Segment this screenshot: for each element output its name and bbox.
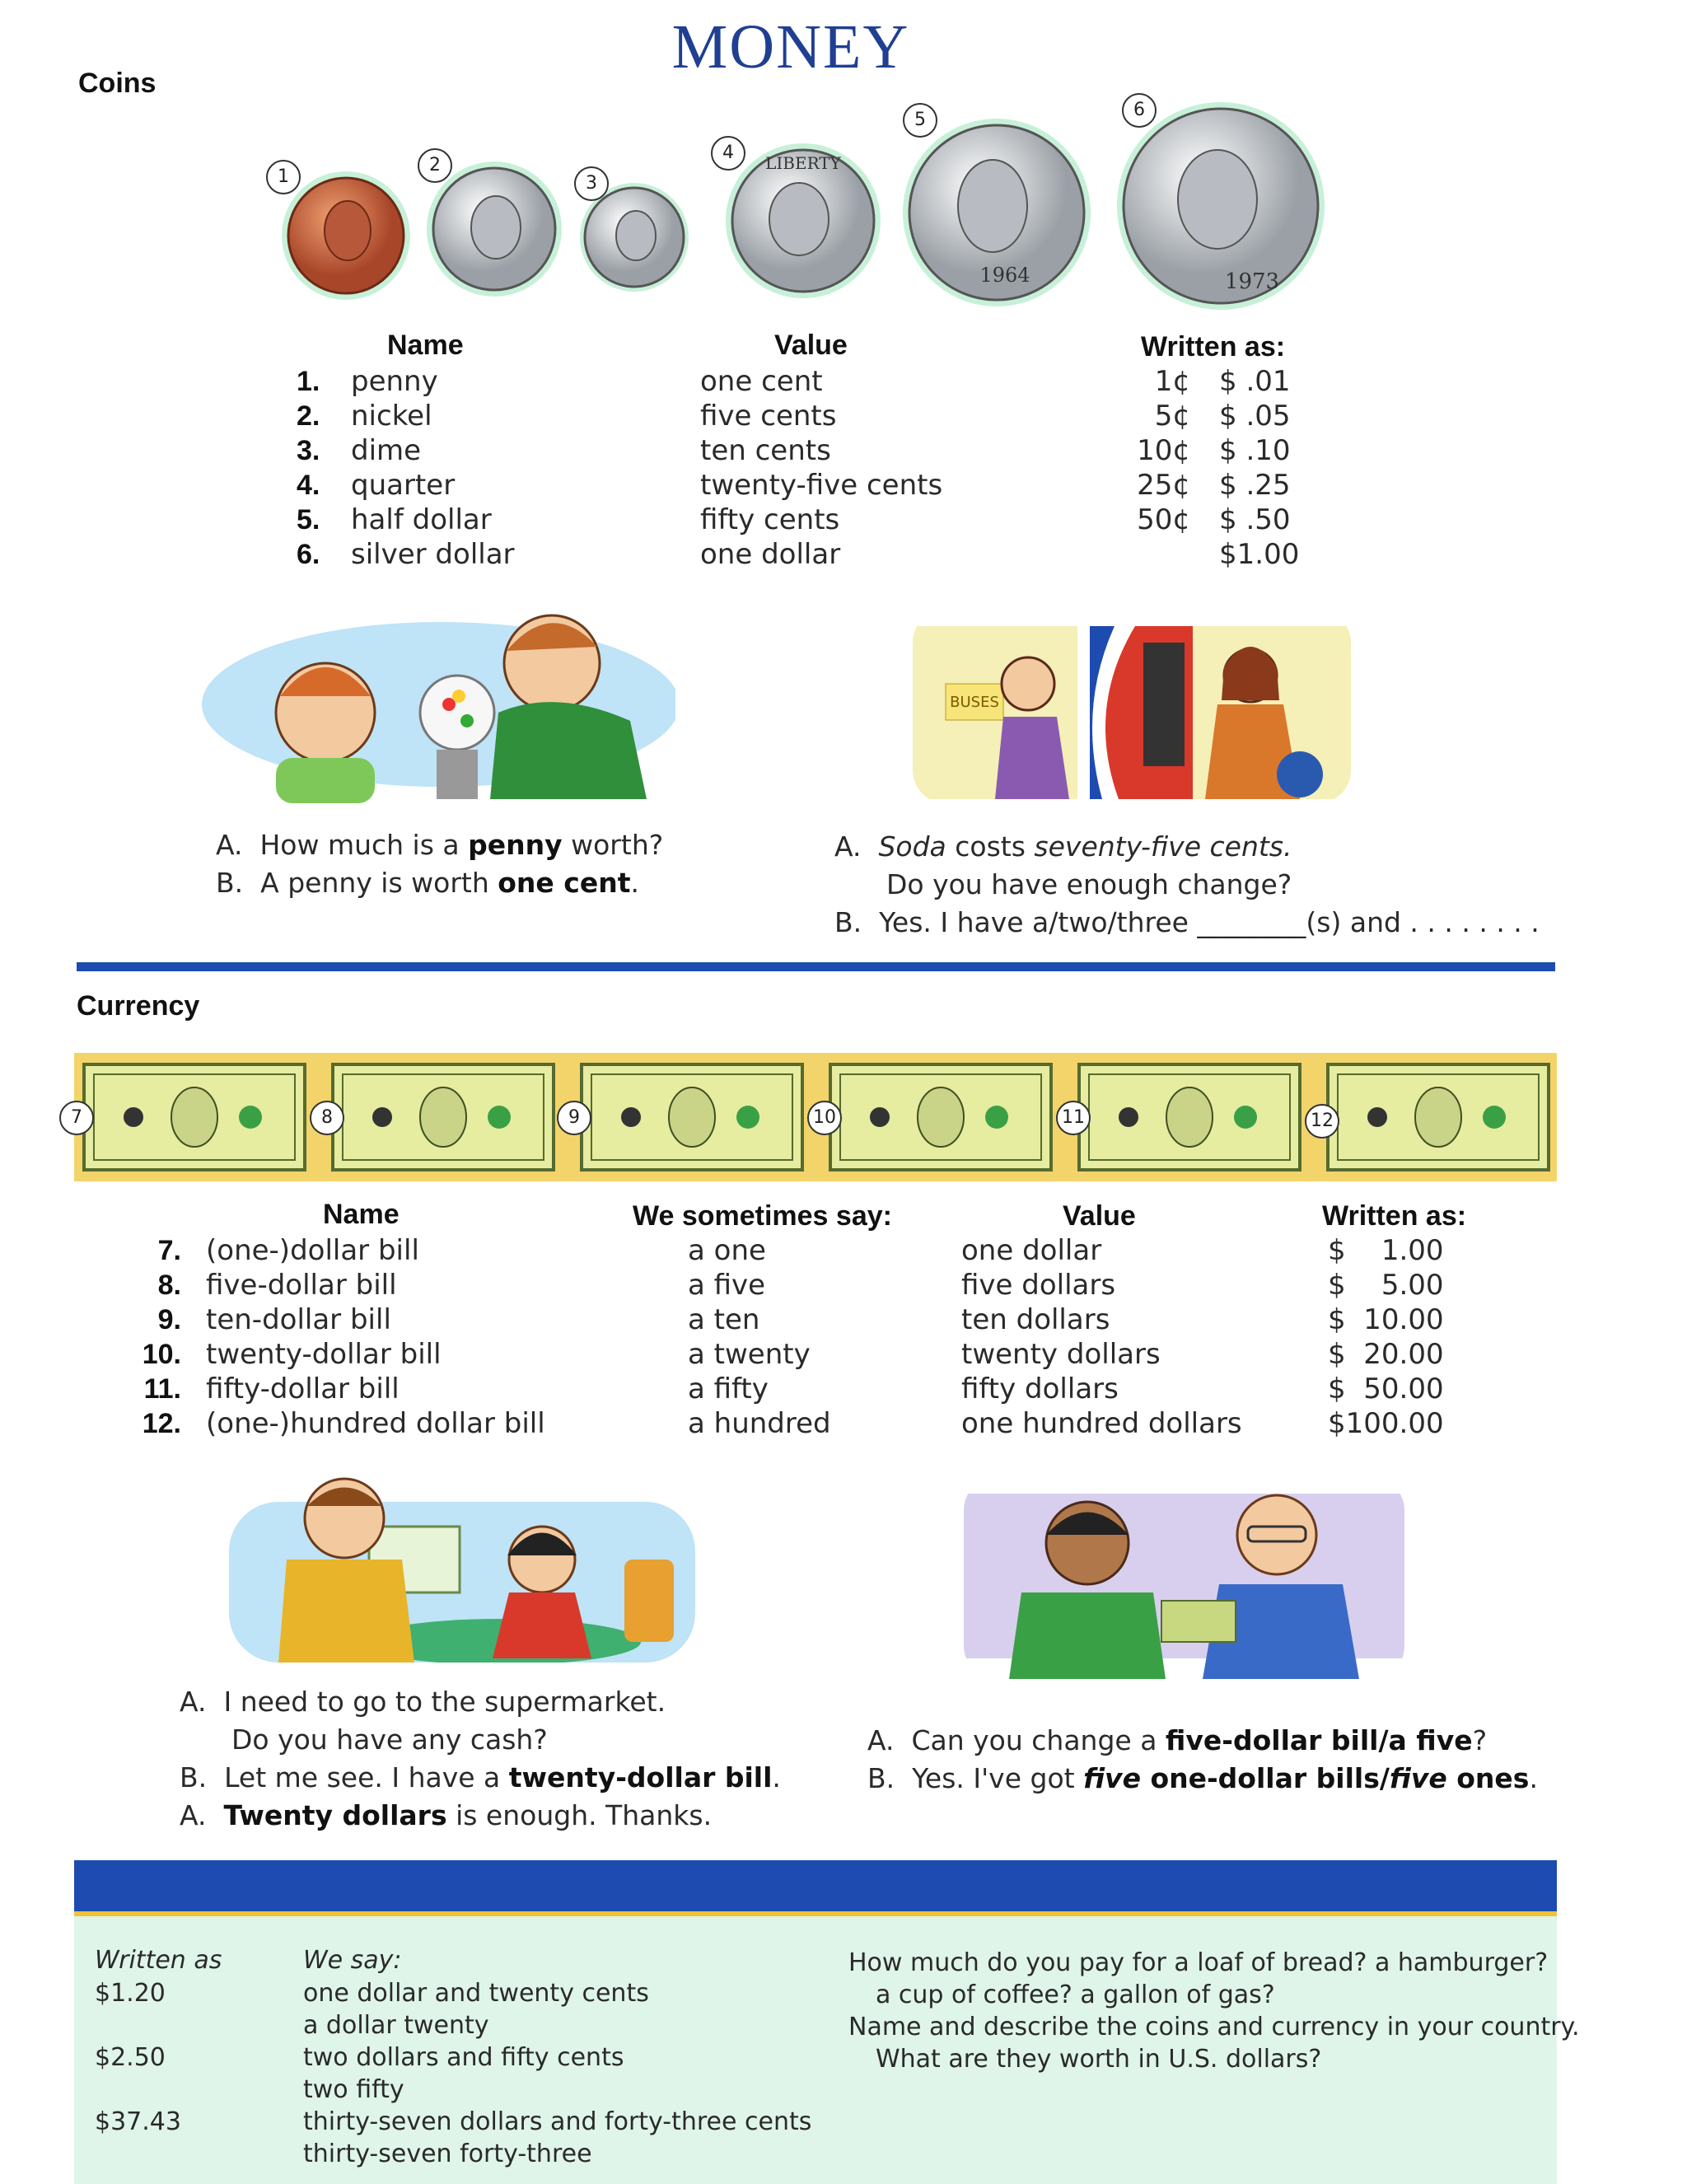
bottom-written-1: $1.20: [95, 1979, 166, 2008]
hundred-dollar-bill: [1328, 1064, 1549, 1170]
bill-value: ten dollars: [961, 1303, 1110, 1336]
coin-row-5: [297, 503, 492, 537]
speaker-label: A.: [867, 1724, 895, 1756]
coin-row-6: [297, 537, 515, 572]
dialog-text: How much is a: [259, 829, 469, 861]
coin-row-2: [297, 399, 432, 433]
bottom-question-1: How much do you pay for a loaf of bread? a hamburger?: [848, 1948, 1549, 1977]
bill-name: five-dollar bill: [206, 1269, 397, 1302]
quarter-coin: [726, 143, 881, 298]
bill-num: 7.: [157, 1235, 181, 1266]
dialog-line: [834, 828, 1540, 866]
bill-num: 12.: [142, 1408, 181, 1439]
coin-value: one cent: [700, 365, 823, 398]
currency-section-label: Currency: [77, 990, 200, 1022]
dialog-text: Yes. I've got: [912, 1762, 1084, 1794]
half-dollar-coin: [903, 119, 1091, 306]
dialog-bold: one cent: [498, 867, 631, 899]
bill-num: 9.: [157, 1304, 181, 1335]
bill-num: 8.: [157, 1270, 181, 1301]
coin-dollars-value: $1.00: [1219, 538, 1300, 571]
bill-marker-12: 12: [1305, 1104, 1339, 1139]
dialog-italic: seventy-five cents.: [1034, 830, 1292, 863]
speaker-label: B.: [180, 1761, 208, 1793]
bill-value: fifty dollars: [961, 1373, 1119, 1405]
currency-header-written: Written as:: [1322, 1200, 1467, 1232]
dialog-text: worth?: [562, 829, 664, 861]
bottom-say-1a: one dollar and twenty cents: [303, 1979, 649, 2008]
dialog-bold: ones: [1446, 1762, 1530, 1794]
bottom-written-header-text: Written as: [95, 1946, 222, 1975]
bill-name: (one-)hundred dollar bill: [206, 1407, 545, 1440]
dialog-line: Do you have any cash?: [231, 1723, 548, 1756]
bill-say: a twenty: [688, 1338, 811, 1371]
coin-name: half dollar: [351, 503, 492, 536]
dialog-bold: one-dollar bills/: [1140, 1762, 1390, 1794]
bill-say: a one: [688, 1234, 766, 1267]
dialog-line: [834, 904, 1540, 942]
bill-marker-9: 9: [557, 1101, 591, 1135]
gumball-machine-illustration: [202, 589, 675, 807]
coin-value: twenty-five cents: [700, 469, 943, 502]
coin-marker-6: 6: [1122, 93, 1157, 128]
currency-dialog-right: [867, 1722, 1538, 1798]
quarter-inscription: LIBERTY: [765, 153, 841, 173]
currency-header-value: Value: [1063, 1200, 1136, 1232]
coin-cents-value: 25¢: [1137, 469, 1190, 502]
five-dollar-bill: [333, 1064, 554, 1170]
coin-num: 4.: [297, 470, 320, 501]
speaker-label: A.: [216, 829, 243, 861]
bill-value: one hundred dollars: [961, 1407, 1242, 1440]
coins-section-label: Coins: [78, 68, 157, 99]
coin-marker-1: 1: [266, 160, 301, 194]
speaker-label: A.: [834, 830, 862, 863]
speaker-label: A.: [180, 1799, 207, 1831]
currency-header-say: We sometimes say:: [633, 1200, 892, 1232]
bill-value: five dollars: [961, 1269, 1116, 1302]
coin-num: 2.: [297, 400, 320, 432]
coin-num: 1.: [297, 366, 320, 397]
coin-cents-value: 10¢: [1137, 434, 1190, 467]
coin-dollars-value: $ .50: [1219, 503, 1291, 536]
speaker-label: B.: [834, 906, 862, 938]
dialog-text: .: [772, 1761, 781, 1793]
bill-name: (one-)dollar bill: [206, 1234, 419, 1267]
coins-dialog-right: [834, 828, 1540, 942]
currency-dialog-left: [180, 1683, 781, 1835]
penny-coin: [282, 171, 410, 300]
bill-name: fifty-dollar bill: [206, 1373, 400, 1405]
dialog-bold-italic: five: [1389, 1762, 1447, 1794]
coin-value: five cents: [700, 400, 837, 433]
speaker-label: B.: [216, 867, 244, 899]
bottom-say-2a: two dollars and fifty cents: [303, 2043, 624, 2072]
coin-dollars-value: $ .25: [1219, 469, 1291, 502]
dialog-line: [216, 826, 663, 864]
coin-row-3: [297, 433, 422, 468]
bill-value: one dollar: [961, 1234, 1102, 1267]
bottom-question-1b: a cup of coffee? a gallon of gas?: [876, 1981, 1275, 2009]
coin-dollars-value: $ .01: [1219, 365, 1291, 398]
coin-num: 5.: [297, 504, 320, 535]
dialog-text: A penny is worth: [260, 867, 498, 899]
bottom-say-header: [303, 1944, 402, 1976]
coin-name: nickel: [351, 400, 432, 433]
twenty-dollar-bill: [830, 1064, 1051, 1170]
half-dollar-date: 1964: [979, 264, 1030, 287]
dialog-bold: twenty-dollar bill: [508, 1761, 773, 1793]
bill-say: a five: [688, 1269, 766, 1302]
dialog-text: Can you change a: [911, 1724, 1166, 1756]
bill-say: a ten: [688, 1303, 760, 1336]
silver-dollar-coin: [1117, 102, 1325, 310]
bill-num: 11.: [143, 1373, 181, 1405]
coin-name: penny: [351, 365, 438, 398]
coin-num: 3.: [297, 435, 320, 466]
coin-value: one dollar: [700, 538, 841, 571]
silver-dollar-date: 1973: [1224, 269, 1280, 294]
coins-illustration: [264, 91, 1359, 313]
coin-row-1: [297, 364, 438, 399]
vending-machine-illustration: [913, 610, 1351, 803]
coins-header-name: Name: [387, 330, 464, 361]
bottom-written-2: $2.50: [95, 2043, 166, 2072]
coin-row-4: [297, 468, 456, 503]
nickel-coin: [427, 161, 562, 297]
dialog-text: Let me see. I have a: [224, 1761, 509, 1793]
speaker-label: B.: [867, 1762, 895, 1794]
coins-header-written: Written as:: [1141, 331, 1286, 362]
dialog-line: [216, 864, 663, 902]
bottom-say-1b: a dollar twenty: [303, 2011, 489, 2040]
dialog-bold: penny: [468, 829, 563, 861]
bill-written: $ 1.00: [1328, 1234, 1444, 1267]
bill-marker-10: 10: [807, 1101, 842, 1135]
dialog-line: [180, 1759, 781, 1797]
one-dollar-bill: [84, 1064, 305, 1170]
coins-dialog-left: [216, 826, 663, 902]
dialog-text: I need to go to the supermarket.: [223, 1686, 666, 1718]
bottom-say-2b: two fifty: [303, 2075, 404, 2104]
coin-name: dime: [351, 434, 422, 467]
bill-name: ten-dollar bill: [206, 1303, 391, 1336]
coin-cents-value: 5¢: [1154, 400, 1190, 433]
bottom-say-header-text: We say:: [303, 1946, 402, 1975]
coin-name: quarter: [351, 469, 456, 502]
dialog-text: .: [1529, 1762, 1538, 1794]
bottom-question-2b: What are they worth in U.S. dollars?: [876, 2045, 1322, 2074]
coin-marker-5: 5: [903, 103, 937, 138]
bottom-written-3: $37.43: [95, 2107, 181, 2136]
bill-say: a hundred: [688, 1407, 831, 1440]
bill-written: $ 50.00: [1328, 1373, 1444, 1405]
coin-value: fifty cents: [700, 503, 840, 536]
dialog-text: is enough. Thanks.: [446, 1799, 713, 1831]
buses-sign: BUSES: [950, 694, 999, 711]
dialog-text: ?: [1472, 1724, 1488, 1756]
coin-num: 6.: [297, 539, 320, 570]
kitchen-cash-illustration: [229, 1469, 695, 1663]
bottom-say-3a: thirty-seven dollars and forty-three cents: [303, 2107, 812, 2136]
bill-marker-8: 8: [310, 1101, 344, 1135]
bill-written: $ 10.00: [1328, 1303, 1444, 1336]
coin-dollars-value: $ .05: [1219, 400, 1291, 433]
coin-marker-2: 2: [418, 148, 452, 183]
coin-name: silver dollar: [351, 538, 515, 571]
coins-header-value: Value: [774, 330, 848, 361]
bill-say: a fifty: [688, 1373, 769, 1405]
dialog-line: [867, 1760, 1538, 1798]
ten-dollar-bill: [582, 1064, 802, 1170]
dialog-text: Yes. I have a/two/three ________(s) and . . . . . . . .: [879, 906, 1540, 938]
coin-value: ten cents: [700, 434, 831, 467]
bottom-say-3b: thirty-seven forty-three: [303, 2140, 592, 2168]
page-title: MONEY: [671, 12, 910, 82]
coin-cents-value: 50¢: [1137, 503, 1190, 536]
bottom-written-header: [95, 1944, 222, 1976]
dialog-line: [867, 1722, 1538, 1760]
bill-marker-7: 7: [59, 1101, 94, 1135]
cashier-change-illustration: [964, 1477, 1404, 1679]
fifty-dollar-bill: [1079, 1064, 1300, 1170]
bill-marker-11: 11: [1056, 1101, 1091, 1135]
dialog-line: [180, 1683, 781, 1721]
coin-dollars-value: $ .10: [1219, 434, 1291, 467]
speaker-label: A.: [180, 1686, 207, 1718]
dialog-line: Do you have enough change?: [886, 868, 1292, 900]
coin-marker-4: 4: [711, 136, 745, 171]
currency-header-name: Name: [323, 1199, 400, 1230]
bill-written: $ 20.00: [1328, 1338, 1444, 1371]
bill-written: $ 5.00: [1328, 1269, 1444, 1302]
dialog-text: costs: [946, 830, 1035, 863]
bill-written: $100.00: [1328, 1407, 1444, 1440]
bill-value: twenty dollars: [961, 1338, 1161, 1371]
dialog-bold-italic: five: [1083, 1762, 1141, 1794]
dialog-bold: Twenty dollars: [223, 1799, 447, 1831]
dialog-italic: Soda: [878, 830, 946, 863]
dialog-text: .: [630, 867, 639, 899]
dialog-line: [180, 1797, 781, 1835]
coin-marker-3: 3: [574, 166, 609, 201]
bottom-blue-band: [74, 1860, 1557, 1911]
bottom-question-2: Name and describe the coins and currency in your country.: [848, 2013, 1580, 2041]
bill-num: 10.: [142, 1339, 181, 1370]
bill-name: twenty-dollar bill: [206, 1338, 442, 1371]
coin-cents-value: 1¢: [1154, 365, 1190, 398]
section-divider: [77, 962, 1555, 971]
dialog-bold: five-dollar bill/a five: [1165, 1724, 1473, 1756]
